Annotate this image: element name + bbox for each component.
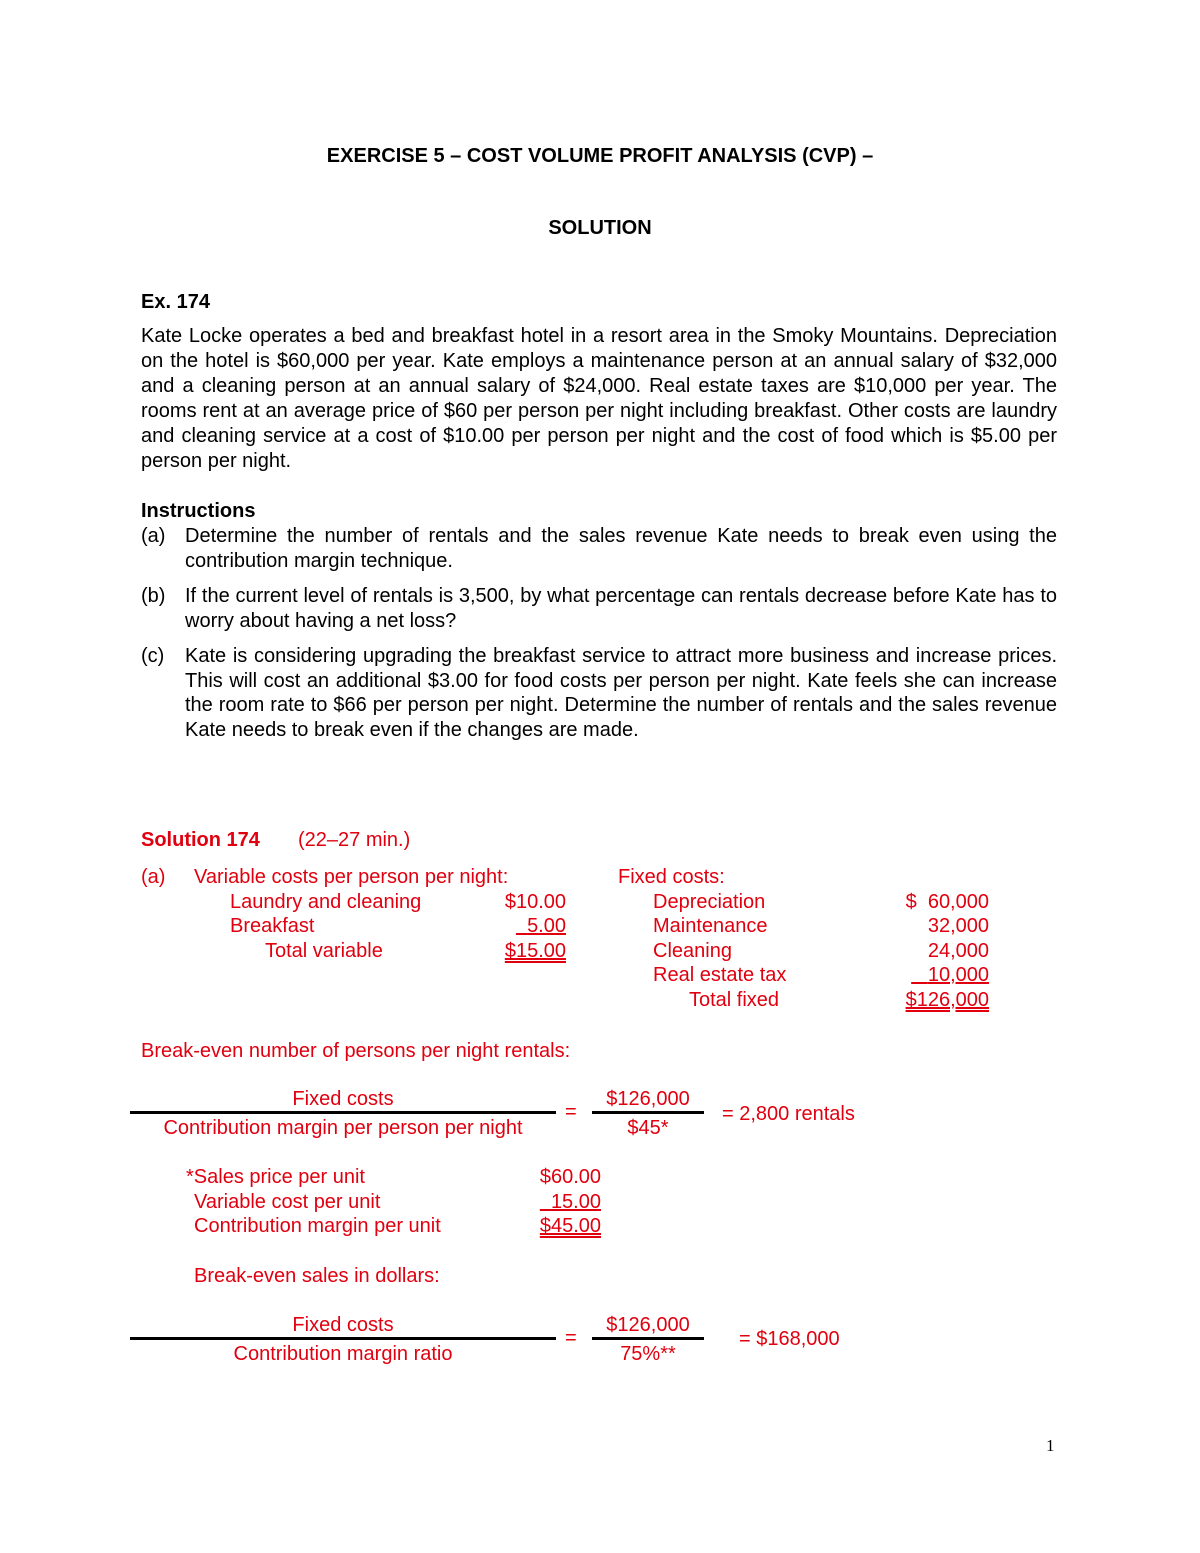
fixed-item-amount: $ 60,000 (905, 891, 989, 913)
instruction-text: Kate is considering upgrading the breakfast service to attract more business and increase prices. This will cost an additional $3.00 for food costs per person per night. Kate feels she can increase the room rate to $66 per person per night. Determine the number of rentals and the sales revenue Kate needs to break even if the changes are made. (185, 645, 1057, 741)
equals-sign: = (565, 1327, 577, 1349)
exercise-paragraph: Kate Locke operates a bed and breakfast hotel in a resort area in the Smoky Mountains. Depreciation on the hotel is $60,000 per year. Kate employs a maintenance person at an annual salary of $32,000 and a cleaning person at an annual salary of $24,000. Real estate taxes are $10,000 per year. The rooms rent at an average price of $60 per person per night including breakfast. Other costs are laundry and cleaning service at a cost of $10.00 per person per night and the cost of food which is $5.00 per person per night. (141, 325, 1057, 472)
solution-time: (22–27 min.) (298, 829, 411, 851)
fixed-costs-heading: Fixed costs: (618, 866, 725, 888)
cm-row-name: Variable cost per unit (194, 1191, 381, 1213)
instruction-label: (b) (141, 585, 166, 607)
variable-total-amount: $15.00 (504, 940, 566, 962)
solution-label: Solution 174 (141, 829, 260, 851)
formula-result: = 2,800 rentals (722, 1103, 855, 1125)
formula-numerator: Fixed costs (292, 1314, 394, 1336)
part-a-label: (a) (141, 866, 166, 888)
cm-row-name: *Sales price per unit (186, 1166, 365, 1188)
formula-denominator: Contribution margin per person per night (163, 1117, 523, 1139)
formula-den-value: $45* (627, 1117, 669, 1139)
fixed-item-name: Cleaning (653, 940, 732, 962)
fixed-item-name: Maintenance (653, 915, 768, 937)
page-title: EXERCISE 5 – COST VOLUME PROFIT ANALYSIS (CVP) – (326, 145, 874, 167)
fraction-bar (130, 1337, 556, 1340)
page-number: 1 (1046, 1436, 1055, 1455)
breakeven-sales-heading: Break-even sales in dollars: (194, 1265, 440, 1287)
fraction-bar (130, 1111, 556, 1114)
exercise-label: Ex. 174 (141, 291, 210, 313)
fixed-item-amount: 10,000 (927, 964, 989, 986)
fixed-item-amount: 24,000 (927, 940, 989, 962)
variable-total-name: Total variable (265, 940, 383, 962)
formula-result: = $168,000 (739, 1328, 840, 1350)
variable-item-amount: $10.00 (504, 891, 566, 913)
variable-item-name: Breakfast (230, 915, 315, 937)
instruction-item-c (141, 644, 1057, 742)
variable-item-name: Laundry and cleaning (230, 891, 422, 913)
formula-numerator: Fixed costs (292, 1088, 394, 1110)
fixed-total-amount: $126,000 (905, 989, 989, 1011)
instruction-label: (a) (141, 525, 166, 547)
page-subtitle: SOLUTION (548, 217, 652, 239)
formula-denominator: Contribution margin ratio (233, 1343, 453, 1365)
equals-sign: = (565, 1101, 577, 1123)
instruction-item-b (141, 584, 1057, 633)
instruction-text: Determine the number of rentals and the sales revenue Kate needs to break even using the contribution margin technique. (185, 525, 1057, 572)
cm-row-amount: $60.00 (539, 1166, 601, 1188)
fraction-bar (592, 1111, 704, 1114)
cm-row-amount: $45.00 (539, 1215, 601, 1237)
variable-item-amount: 5.00 (527, 915, 566, 937)
formula-num-value: $126,000 (606, 1314, 690, 1336)
instructions-heading: Instructions (141, 500, 256, 522)
formula-den-value: 75%** (620, 1343, 676, 1365)
instruction-item-a (141, 524, 1057, 573)
cm-row-name: Contribution margin per unit (194, 1215, 441, 1237)
breakeven-units-heading: Break-even number of persons per night rentals: (141, 1040, 571, 1062)
instruction-label: (c) (141, 645, 165, 667)
fixed-item-amount: 32,000 (927, 915, 989, 937)
cm-row-amount: 15.00 (550, 1191, 601, 1213)
fraction-bar (592, 1337, 704, 1340)
fixed-total-name: Total fixed (689, 989, 780, 1011)
variable-costs-heading: Variable costs per person per night: (194, 866, 509, 888)
fixed-item-name: Real estate tax (653, 964, 787, 986)
formula-num-value: $126,000 (606, 1088, 690, 1110)
instruction-text: If the current level of rentals is 3,500, by what percentage can rentals decrease before Kate has to worry about having a net loss? (185, 585, 1057, 632)
fixed-item-name: Depreciation (653, 891, 766, 913)
